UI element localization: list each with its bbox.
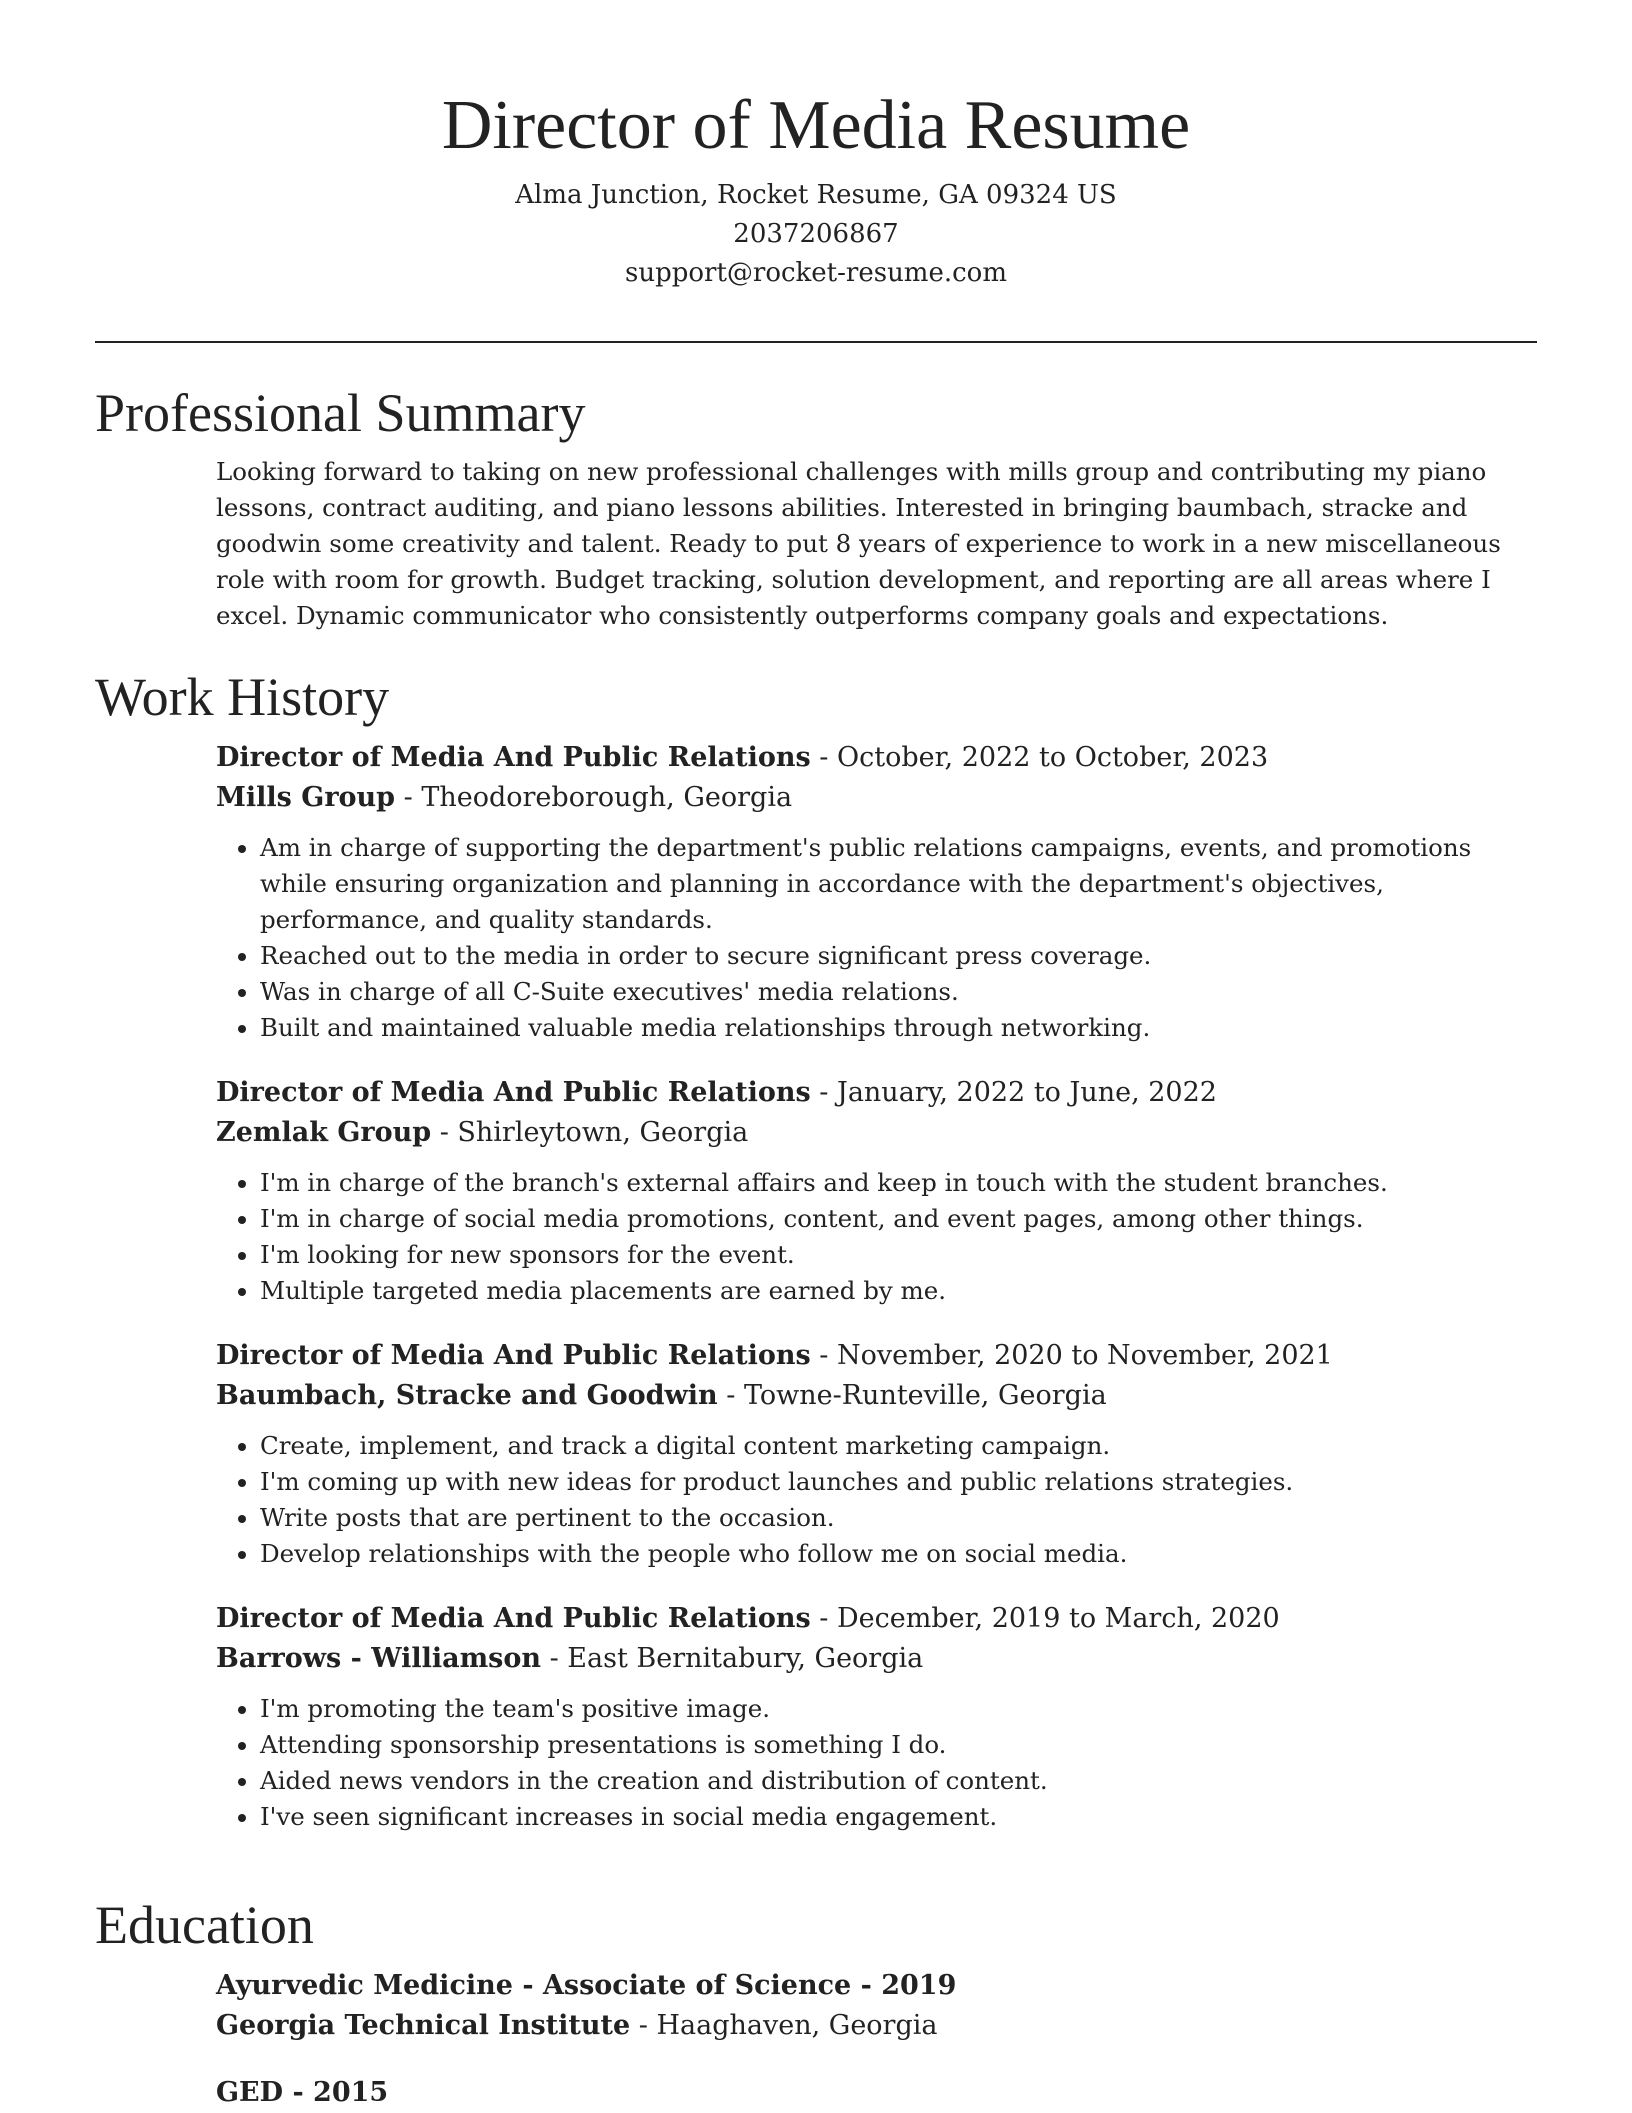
job-duty: • Develop relationships with the people who follow me on social media. [260, 1536, 1521, 1572]
job-role: Director of Media And Public Relations [216, 742, 811, 773]
job-role: Director of Media And Public Relations [216, 1340, 811, 1371]
job-role: Director of Media And Public Relations [216, 1603, 811, 1634]
summary-heading: Professional Summary [95, 383, 586, 443]
job-company-line [216, 1376, 1521, 1416]
school-name: Georgia Technical Institute [216, 2010, 631, 2041]
job-company: Baumbach, Stracke and Goodwin [216, 1380, 718, 1411]
education-heading: Education [95, 1895, 314, 1955]
summary-section [95, 382, 1537, 634]
education-school-line [216, 2006, 1521, 2046]
contact-address: Alma Junction, Rocket Resume, GA 09324 US [515, 180, 1117, 210]
job-company: Barrows - Williamson [216, 1643, 542, 1674]
education-degree [216, 1966, 1521, 2006]
job-duties-list [216, 830, 1521, 1046]
job-duty: • Multiple targeted media placements are earned by me. [260, 1273, 1521, 1309]
job-dates: - January, 2022 to June, 2022 [810, 1077, 1217, 1108]
job-entry [216, 1336, 1521, 1572]
header-divider [95, 341, 1537, 343]
job-company: Mills Group [216, 782, 396, 813]
job-duty: • Reached out to the media in order to secure significant press coverage. [260, 938, 1521, 974]
education-entry [216, 1966, 1521, 2046]
job-duties-list [216, 1691, 1521, 1835]
job-duty: • Am in charge of supporting the department's public relations campaigns, events, and promotions while ensuring organization and planning in accordance with the department's objectives, performance, and quality standards. [260, 830, 1521, 938]
job-title-line [216, 1599, 1521, 1639]
job-dates: - November, 2020 to November, 2021 [810, 1340, 1333, 1371]
job-duties-list [216, 1428, 1521, 1572]
job-location: - Theodoreborough, Georgia [395, 782, 793, 813]
contact-phone: 2037206867 [733, 219, 899, 249]
job-company-line [216, 1113, 1521, 1153]
resume-title: Director of Media Resume [441, 87, 1191, 164]
education-degree [216, 2073, 1521, 2113]
job-duty: • Built and maintained valuable media relationships through networking. [260, 1010, 1521, 1046]
job-entry [216, 738, 1521, 1046]
job-duty: • Write posts that are pertinent to the occasion. [260, 1500, 1521, 1536]
job-company-line [216, 1639, 1521, 1679]
job-company: Zemlak Group [216, 1117, 432, 1148]
job-company-line [216, 778, 1521, 818]
job-duty: • Attending sponsorship presentations is something I do. [260, 1727, 1521, 1763]
contact-email: support@rocket-resume.com [624, 258, 1007, 288]
school-location: - Haaghaven, Georgia [630, 2010, 938, 2041]
job-duties-list [216, 1165, 1521, 1309]
job-title-line [216, 1336, 1521, 1376]
degree-text: Ayurvedic Medicine - Associate of Science - 2019 [216, 1970, 957, 2001]
education-entry [216, 2073, 1521, 2113]
summary-text: Looking forward to taking on new professional challenges with mills group and contributing my piano lessons, contract auditing, and piano lessons abilities. Interested in bringing baumbach, stracke and goodwin some creativity and talent. Ready to put 8 years of experience to work in a new miscellaneous role with room for growth. Budget tracking, solution development, and reporting are all areas where I excel. Dynamic communicator who consistently outperforms company goals and expectations. [216, 457, 1501, 630]
resume-header [0, 0, 1632, 293]
job-duty: • I'm promoting the team's positive image. [260, 1691, 1521, 1727]
job-title-line [216, 1073, 1521, 1113]
job-duty: • Was in charge of all C-Suite executives' media relations. [260, 974, 1521, 1010]
job-dates: - October, 2022 to October, 2023 [810, 742, 1269, 773]
job-location: - Shirleytown, Georgia [431, 1117, 749, 1148]
work-history-section [95, 666, 1537, 1835]
job-dates: - December, 2019 to March, 2020 [810, 1603, 1280, 1634]
job-duty: • I've seen significant increases in social media engagement. [260, 1799, 1521, 1835]
job-duty: • Create, implement, and track a digital content marketing campaign. [260, 1428, 1521, 1464]
job-entry [216, 1073, 1521, 1309]
job-duty: • I'm in charge of social media promotions, content, and event pages, among other things. [260, 1201, 1521, 1237]
job-duty: • I'm looking for new sponsors for the event. [260, 1237, 1521, 1273]
degree-text: GED - 2015 [216, 2077, 389, 2108]
job-role: Director of Media And Public Relations [216, 1077, 811, 1108]
job-duty: • I'm in charge of the branch's external affairs and keep in touch with the student branches. [260, 1165, 1521, 1201]
job-location: - East Bernitabury, Georgia [541, 1643, 924, 1674]
work-history-heading: Work History [95, 667, 390, 727]
job-location: - Towne-Runteville, Georgia [717, 1380, 1107, 1411]
job-duty: • I'm coming up with new ideas for product launches and public relations strategies. [260, 1464, 1521, 1500]
job-duty: • Aided news vendors in the creation and distribution of content. [260, 1763, 1521, 1799]
job-entry [216, 1599, 1521, 1835]
education-section [95, 1894, 1537, 2113]
job-title-line [216, 738, 1521, 778]
